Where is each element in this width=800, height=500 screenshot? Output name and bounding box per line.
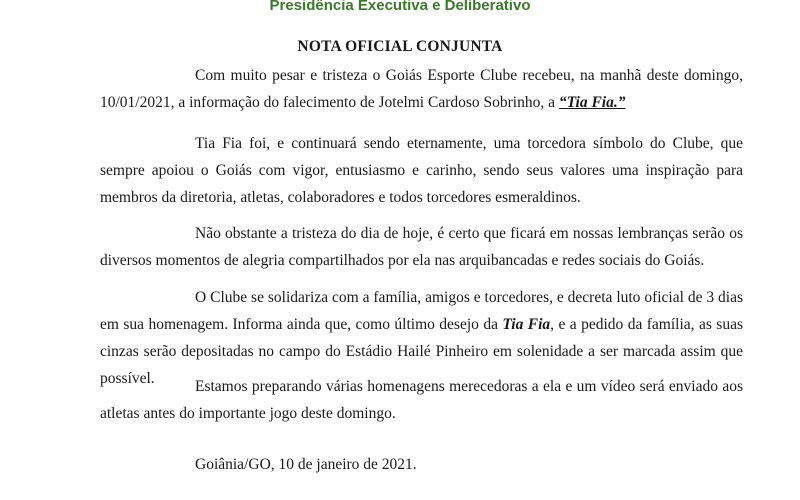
paragraph-mourning-text-a: O Clube se solidariza com a família, amigos e torcedores, e decreta luto oficial de 3 dias em sua homenagem. Informa ainda que, como último desejo da (100, 289, 743, 333)
place-date-signature: Goiânia/GO, 10 de janeiro de 2021. (195, 456, 417, 473)
paragraph-homages (100, 373, 743, 427)
paragraph-memories-text: Não obstante a tristeza do dia de hoje, é certo que ficará em nossas lembranças serão os diversos momentos de alegria compartilhados por ela nas arquibancadas e redes sociais do Goiás. (100, 225, 743, 269)
paragraph-memories (100, 220, 743, 274)
paragraph-tribute (100, 130, 743, 211)
paragraph-announcement-text: Com muito pesar e tristeza o Goiás Esporte Clube recebeu, na manhã deste domingo, 10/01/2021, a informação do falecimento de Jotelmi Cardoso Sobrinho, a (100, 67, 743, 111)
nickname-tia-fia-inline: Tia Fia (502, 316, 551, 333)
paragraph-tribute-text: Tia Fia foi, e continuará sendo eternamente, uma torcedora símbolo do Clube, que sempre apoiou o Goiás com vigor, entusiasmo e carinho, sendo seus valores uma inspiração para membros da diretoria, atletas, colaboradores e todos torcedores esmeraldinos. (100, 135, 743, 206)
organization-header: Presidência Executiva e Deliberativo (269, 0, 531, 14)
paragraph-mourning-text-b: , e a pedido da família, as suas cinzas serão depositadas no campo do Estádio Hailé Pinheiro em solenidade a ser marcada assim que possível. (100, 316, 743, 387)
paragraph-announcement (100, 62, 743, 116)
paragraph-homages-text: Estamos preparando várias homenagens merecedoras a ela e um vídeo será enviado aos atletas antes do importante jogo deste domingo. (100, 378, 743, 422)
nickname-tia-fia: “Tia Fia.” (558, 94, 626, 111)
document-title: NOTA OFICIAL CONJUNTA (297, 38, 503, 55)
